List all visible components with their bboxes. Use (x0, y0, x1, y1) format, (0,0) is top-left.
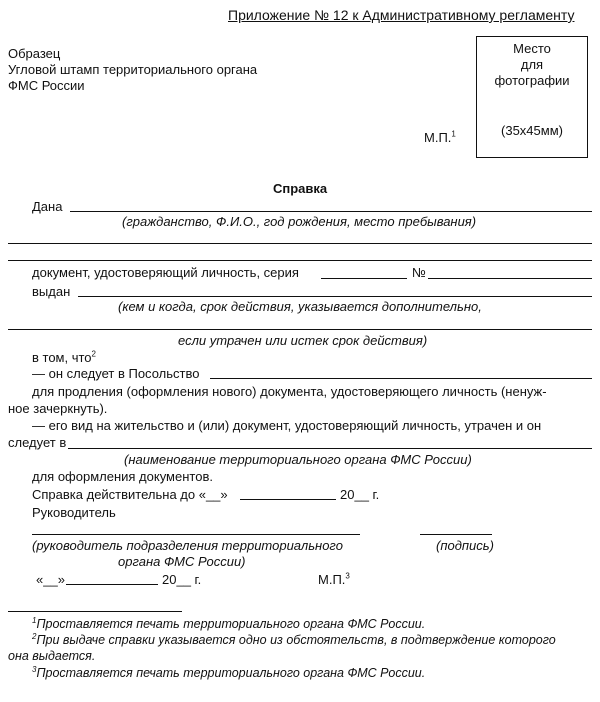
option-1-label: — он следует в Посольство (32, 366, 200, 381)
that-sup: 2 (91, 349, 96, 359)
issued-to-line (70, 211, 592, 212)
footnote-3-num: 3 (32, 664, 37, 674)
photo-line-3: фотографии (494, 73, 570, 88)
photo-line-1: Место (513, 41, 551, 56)
number-line (428, 278, 592, 279)
option-2-hint: (наименование территориального органа ФМС России) (124, 452, 472, 467)
purpose-label: для оформления документов. (32, 469, 213, 484)
valid-until-year: 20__ г. (340, 487, 380, 502)
photo-line-2: для (520, 57, 544, 72)
head-position-line (32, 534, 360, 535)
stamp-top-sup: 1 (451, 129, 456, 139)
valid-until-label: Справка действительна до «__» (32, 487, 228, 502)
issued-line (78, 296, 592, 297)
option-2-label: — его вид на жительство и (или) документ, удостоверяющий личность, утрачен и он (32, 418, 542, 433)
photo-size: (35х45мм) (501, 123, 563, 138)
appendix-title: Приложение № 12 к Административному регламенту (228, 7, 575, 23)
head-hint-1: (руководитель подразделения территориального (32, 538, 343, 553)
issued-blank-line (8, 329, 592, 330)
document-title: Справка (273, 181, 328, 196)
issued-label: выдан (32, 284, 71, 299)
footnote-3-text: Проставляется печать территориального органа ФМС России. (36, 666, 426, 680)
option-1-cont-1: для продления (оформления нового) документа, удостоверяющего личность (ненуж- (32, 384, 547, 399)
territorial-body-line (68, 448, 592, 449)
number-sign: № (412, 265, 426, 280)
fms-label: ФМС России (8, 78, 85, 93)
issued-to-hint: (гражданство, Ф.И.О., год рождения, место пребывания) (122, 214, 477, 229)
date-month-line (66, 584, 158, 585)
stamp-bottom-label: М.П. (318, 572, 346, 587)
photo-placeholder-box (476, 36, 588, 158)
valid-until-line (240, 499, 336, 500)
id-doc-label: документ, удостоверяющий личность, серия (32, 265, 299, 280)
stamp-bottom (318, 572, 350, 587)
stamp-bottom-sup: 3 (345, 571, 350, 581)
date-year: 20__ г. (162, 572, 202, 587)
signature-line (420, 534, 492, 535)
footnote-2 (32, 633, 556, 648)
head-hint-2: органа ФМС России) (118, 554, 246, 569)
corner-stamp-label: Угловой штамп территориального органа (8, 62, 258, 77)
footnote-1-num: 1 (32, 615, 37, 625)
head-label: Руководитель (32, 505, 116, 520)
series-line (321, 278, 407, 279)
footnote-2-text: При выдаче справки указывается одно из обстоятельств, в подтверждение которого (36, 633, 556, 647)
footnote-1 (32, 617, 425, 632)
sample-label: Образец (8, 46, 61, 61)
blank-line-1 (8, 243, 592, 244)
option-2-cont: следует в (8, 435, 67, 450)
footnote-3 (32, 666, 425, 681)
issued-hint-2: если утрачен или истек срок действия) (178, 333, 428, 348)
footnote-2-cont: она выдается. (8, 649, 96, 663)
option-1-cont-2: ное зачеркнуть). (8, 401, 108, 416)
footnote-1-text: Проставляется печать территориального органа ФМС России. (36, 617, 426, 631)
that-text: в том, что (32, 350, 92, 365)
stamp-top (424, 130, 456, 145)
blank-line-2 (8, 260, 592, 261)
footnote-2-num: 2 (32, 631, 37, 641)
signature-hint: (подпись) (436, 538, 494, 553)
embassy-line (210, 378, 592, 379)
date-day: «__» (36, 572, 65, 587)
issued-to-label: Дана (32, 199, 63, 214)
stamp-top-label: М.П. (424, 130, 452, 145)
issued-hint-1: (кем и когда, срок действия, указывается дополнительно, (118, 299, 482, 314)
footnote-separator (8, 611, 182, 612)
that-label (32, 350, 96, 365)
